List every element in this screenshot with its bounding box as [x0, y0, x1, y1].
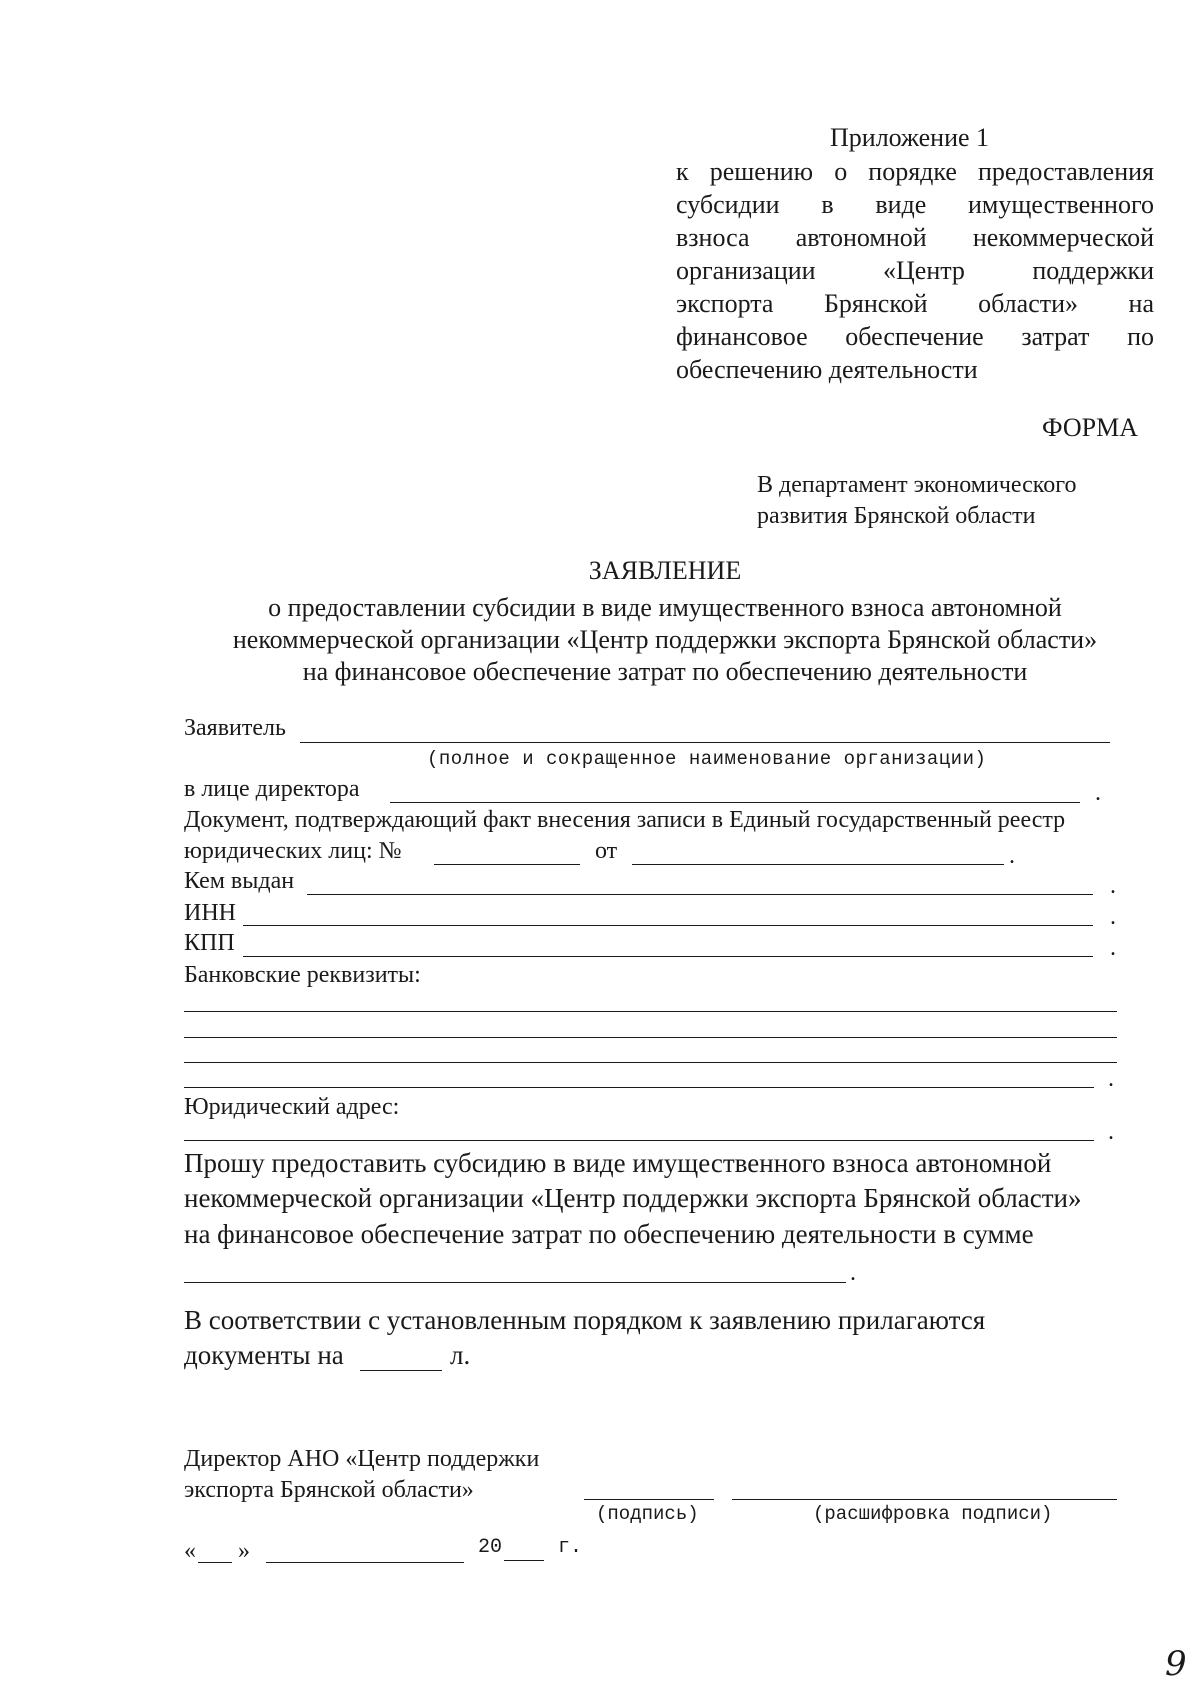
- heading-line: на финансовое обеспечение затрат по обеспечению деятельности: [302, 657, 1028, 686]
- inn-period: .: [1110, 904, 1116, 930]
- appendix-line: субсидии в виде имущественного: [676, 190, 1154, 219]
- bank-period: .: [1108, 1066, 1114, 1092]
- signature-field[interactable]: [584, 1499, 714, 1500]
- bank-label: Банковские реквизиты:: [184, 962, 421, 988]
- inn-field[interactable]: [243, 925, 1093, 926]
- applicant-field[interactable]: [300, 742, 1110, 743]
- director-period: .: [1095, 780, 1101, 806]
- address-field[interactable]: [184, 1140, 1094, 1141]
- date-year-suffix: г.: [558, 1536, 583, 1559]
- applicant-hint: (полное и сокращенное наименование организации): [427, 748, 987, 770]
- egrul-number-field[interactable]: [434, 864, 580, 865]
- date-year-prefix: 20: [478, 1536, 503, 1559]
- egrul-line: Документ, подтверждающий факт внесения записи в Единый государственный реестр: [184, 807, 1066, 833]
- appendix-line: экспорта Брянской области» на: [676, 289, 1154, 318]
- page-number: 9: [1165, 1644, 1187, 1684]
- amount-field[interactable]: [184, 1282, 846, 1283]
- form-label: ФОРМА: [1042, 413, 1138, 442]
- kpp-field[interactable]: [243, 956, 1093, 957]
- director-label: в лице директора: [184, 776, 360, 802]
- bank-field-line[interactable]: [184, 1037, 1117, 1038]
- heading-line: о предоставлении субсидии в виде имущественного взноса автономной: [268, 593, 1062, 622]
- egrul-date-label: от: [595, 838, 618, 864]
- appendix-line: финансовое обеспечение затрат по: [676, 322, 1154, 351]
- attachments-prefix: документы на: [184, 1340, 344, 1370]
- bank-field-line[interactable]: [184, 1011, 1117, 1012]
- date-quote-close: »: [238, 1538, 250, 1564]
- date-month-field[interactable]: [266, 1562, 464, 1563]
- address-label: Юридический адрес:: [184, 1094, 400, 1120]
- bank-field-line[interactable]: [184, 1087, 1094, 1088]
- request-line: некоммерческой организации «Центр поддержки экспорта Брянской области»: [184, 1183, 1082, 1213]
- pages-count-field[interactable]: [360, 1370, 442, 1371]
- addressee-line: развития Брянской области: [757, 503, 1036, 529]
- egrul-date-field[interactable]: [632, 864, 1004, 865]
- date-quote-open: «: [184, 1538, 196, 1564]
- egrul-period: .: [1009, 843, 1015, 869]
- signature-hint: (подпись): [596, 1503, 699, 1525]
- appendix-line: организации «Центр поддержки: [676, 256, 1154, 285]
- heading-line: некоммерческой организации «Центр поддержки экспорта Брянской области»: [232, 625, 1098, 654]
- date-year-field[interactable]: [504, 1560, 544, 1561]
- address-period: .: [1108, 1119, 1114, 1145]
- director-field[interactable]: [390, 802, 1080, 803]
- kpp-period: .: [1110, 935, 1116, 961]
- issued-by-field[interactable]: [307, 894, 1093, 895]
- kpp-label: КПП: [184, 930, 235, 956]
- signature-decode-field[interactable]: [732, 1499, 1117, 1500]
- appendix-line: к решению о порядке предоставления: [676, 157, 1154, 186]
- inn-label: ИНН: [184, 900, 236, 926]
- request-line: Прошу предоставить субсидию в виде имущественного взноса автономной: [184, 1148, 1052, 1178]
- appendix-line: обеспечению деятельности: [676, 355, 978, 384]
- addressee-line: В департамент экономического: [757, 472, 1077, 498]
- request-line: на финансовое обеспечение затрат по обеспечению деятельности в сумме: [184, 1219, 1034, 1249]
- issued-by-label: Кем выдан: [184, 868, 295, 894]
- bank-field-line[interactable]: [184, 1062, 1117, 1063]
- document-title: ЗАЯВЛЕНИЕ: [588, 556, 742, 585]
- appendix-title: Приложение 1: [830, 123, 990, 152]
- signer-title: экспорта Брянской области»: [184, 1477, 474, 1503]
- amount-period: .: [850, 1260, 856, 1286]
- applicant-label: Заявитель: [184, 715, 286, 741]
- attachments-line: В соответствии с установленным порядком к заявлению прилагаются: [184, 1305, 986, 1335]
- attachments-suffix: л.: [450, 1340, 471, 1370]
- egrul-number-label: юридических лиц: №: [184, 838, 402, 864]
- decode-hint: (расшифровка подписи): [813, 1503, 1053, 1525]
- appendix-line: взноса автономной некоммерческой: [676, 223, 1154, 252]
- issued-by-period: .: [1110, 873, 1116, 899]
- signer-title: Директор АНО «Центр поддержки: [184, 1446, 540, 1472]
- date-day-field[interactable]: [198, 1562, 232, 1563]
